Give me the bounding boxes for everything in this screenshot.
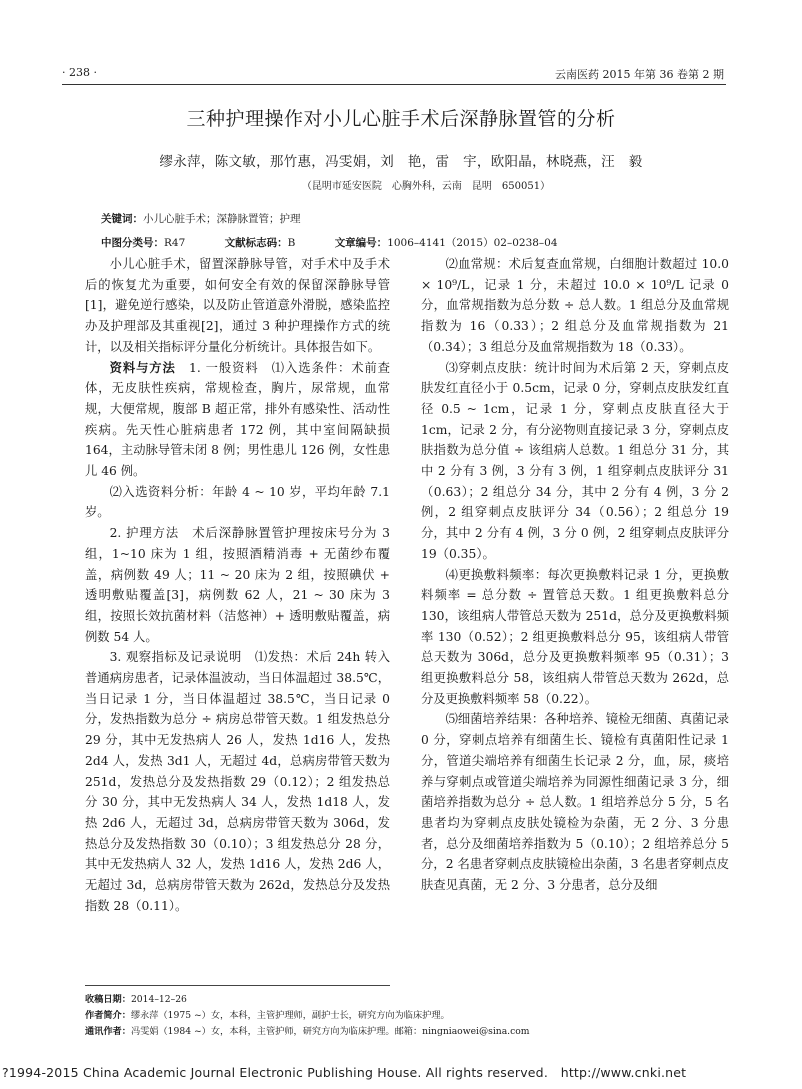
author-label: 作者简介：	[85, 1010, 131, 1021]
classification-line	[101, 235, 594, 250]
affiliation: （昆明市延安医院 心胸外科，云南 昆明 650051）	[301, 181, 551, 192]
doc-code-label: 文献标志码：	[224, 237, 288, 249]
corresponding-bio: 冯雯娟（1984 ~）女，本科，主管护师，研究方向为临床护理。邮箱：ningniaowei@sina.com	[130, 1026, 530, 1037]
keywords-line	[101, 211, 301, 226]
methods-paragraph-1	[85, 358, 390, 482]
article-no-value: 1006–4141（2015）02–0238–04	[387, 237, 558, 249]
clc-value: R47	[164, 237, 186, 249]
dressing-frequency-paragraph: ⑷更换敷料频率：每次更换敷料记录 1 分，更换敷料频率 = 总分数 ÷ 置管总天数。1 组更换敷料总分 130，该组病人带管总天数为 251d，总分及更换敷料频率 130（0.52）；2 组更换敷料总分 95，该组病人带管总天数为 306d，总分及更换敷料频率 95（0.31）；3 组更换敷料总分 58，该组病人带管总天数为 262d，总分及更换敷料频率 58（0.22）。	[421, 567, 729, 706]
received-label: 收稿日期：	[85, 994, 131, 1005]
received-date: 2014–12–26	[130, 994, 187, 1005]
footnote-corresponding	[85, 1023, 530, 1037]
page-number: · 238 ·	[62, 66, 97, 79]
right-column	[421, 254, 729, 896]
methods-paragraph-3: 3. 观察指标及记录说明 ⑴发热：术后 24h 转入普通病房患者，记录体温波动，当日体温超过 38.5℃，当日记录 1 分，当日体温超过 38.5℃，当日记录 0 分，发热指数为总分 ÷ 病房总带管天数。1 组发热总分 29 分，其中无发热病人 26 人，发热 1d16 人，发热 2d4 人，发热 3d1 人，无超过 4d，总病房带管天数为 251d，发热总分及发热指数 29（0.12）；2 组发热总分 30 分，其中无发热病人 34 人，发热 1d18 人，发热 2d6 人，无超过 3d，总病房带管天数为 306d，发热总分及发热指数 30（0.10）；3 组发热总分 28 分，其中无发热病人 32 人，发热 1d16 人，发热 2d6 人，无超过 3d，总病房带管天数为 262d，发热总分及发热指数 28（0.11）。	[85, 650, 390, 913]
methods-paragraph-1b: ⑵入选资料分析：年龄 4 ~ 10 岁，平均年龄 7.1 岁。	[85, 484, 390, 520]
article-title: 三种护理操作对小儿心脏手术后深静脉置管的分析	[186, 108, 616, 130]
footnote-received	[85, 991, 187, 1005]
keywords-label: 关键词：	[101, 213, 143, 225]
methods-paragraph-2: 2. 护理方法 术后深静脉置管护理按床号分为 3 组，1~10 床为 1 组，按照酒精消毒 + 无菌纱布覆盖，病例数 49 人；11 ~ 20 床为 2 组，按照碘伏 + 透明敷贴覆盖[3]，病例数 62 人，21 ~ 30 床为 3 组，按照长效抗菌材料（洁悠神）+ 透明敷贴覆盖，病例数 54 人。	[85, 526, 390, 644]
author-bio: 缪永萍（1975 ~）女，本科，主管护理师，副护士长，研究方向为临床护理。	[130, 1010, 450, 1021]
blood-routine-paragraph: ⑵血常规：术后复查血常规，白细胞计数超过 10.0 × 10⁹/L，记录 1 分，未超过 10.0 × 10⁹/L 记录 0 分，血常规指数为总分数 ÷ 总人数。1 组总分及血常规指数为 16（0.33）；2 组总分及血常规指数为 21（0.34）；3 组总分及血常规指数为 18（0.33）。	[421, 257, 729, 354]
methods-heading: 资料与方法	[109, 359, 176, 375]
bacterial-culture-paragraph: ⑸细菌培养结果：各种培养、镜检无细菌、真菌记录 0 分，穿刺点培养有细菌生长、镜检有真菌阳性记录 1 分，管道尖端培养有细菌生长记录 2 分，血，尿，痰培养与穿刺点或管道尖端培养为同源性细菌记录 3 分，细菌培养指数为总分 ÷ 总人数。1 组培养总分 5 分，5 名患者均为穿刺点皮肤处镜检为杂菌，无 2 分、3 分患者，总分及细菌培养指数为 5（0.10）；2 组培养总分 5 分，2 名患者穿刺点皮肤镜检出杂菌，3 名患者穿刺点皮肤查见真菌，无 2 分、3 分患者，总分及细	[421, 712, 729, 893]
journal-header: 云南医药 2015 年第 36 卷第 2 期	[555, 68, 724, 81]
header-rule	[62, 84, 726, 85]
keywords-text: 小儿心脏手术；深静脉置管；护理	[143, 213, 301, 225]
intro-paragraph: 小儿心脏手术，留置深静脉导管，对手术中及手术后的恢复尤为重要，如何安全有效的保留深静脉导管[1]，避免逆行感染，以及防止管道意外滑脱，感染监控办及护理部及其重视[2]，通过 3 种护理操作方式的统计，以及相关指标评分量化分析统计。具体报告如下。	[85, 257, 390, 354]
doc-code-value: B	[287, 237, 296, 249]
corresponding-label: 通讯作者：	[85, 1026, 131, 1037]
left-column	[85, 254, 390, 917]
footnote-author	[85, 1007, 450, 1021]
clc-label: 中图分类号：	[101, 237, 164, 249]
copyright-footer: ?1994-2015 China Academic Journal Electronic Publishing House. All rights reserved. http://www.cnki.net	[2, 1065, 687, 1080]
puncture-skin-paragraph: ⑶穿刺点皮肤：统计时间为术后第 2 天，穿刺点皮肤发红直径小于 0.5cm，记录 0 分，穿刺点皮肤发红直径 0.5 ~ 1cm，记录 1 分，穿刺点皮肤直径大于 1cm，记录 2 分，有分泌物则直接记录 3 分，穿刺点皮肤指数为总分值 ÷ 该组病人总数。1 组总分 31 分，其中 2 分有 3 例，3 分有 3 例，1 组穿刺点皮肤评分 31（0.63）；2 组总分 34 分，其中 2 分有 4 例，3 分 2 例，2 组穿刺点皮肤评分 34（0.56）；2 组总分 19 分，其中 2 分有 4 例，3 分 0 例，2 组穿刺点皮肤评分 19（0.35）。	[421, 360, 729, 561]
footnote-rule	[85, 985, 390, 986]
author-list: 缪永萍，陈文敏，那竹惠，冯雯娟，刘 艳，雷 宇，欧阳晶，林晓燕，汪 毅	[159, 154, 643, 170]
article-no-label: 文章编号：	[334, 237, 388, 249]
methods-text-1: 1. 一般资料 ⑴入选条件：术前查体，无皮肤性疾病，常规检查，胸片，尿常规，血常规，大便常规，腹部 B 超正常，排外有感染性、活动性疾病。先天性心脏病患者 172 例，其中室间隔缺损 164，主动脉导管未闭 8 例；男性患儿 126 例，女性患儿 46 例。	[85, 360, 390, 479]
